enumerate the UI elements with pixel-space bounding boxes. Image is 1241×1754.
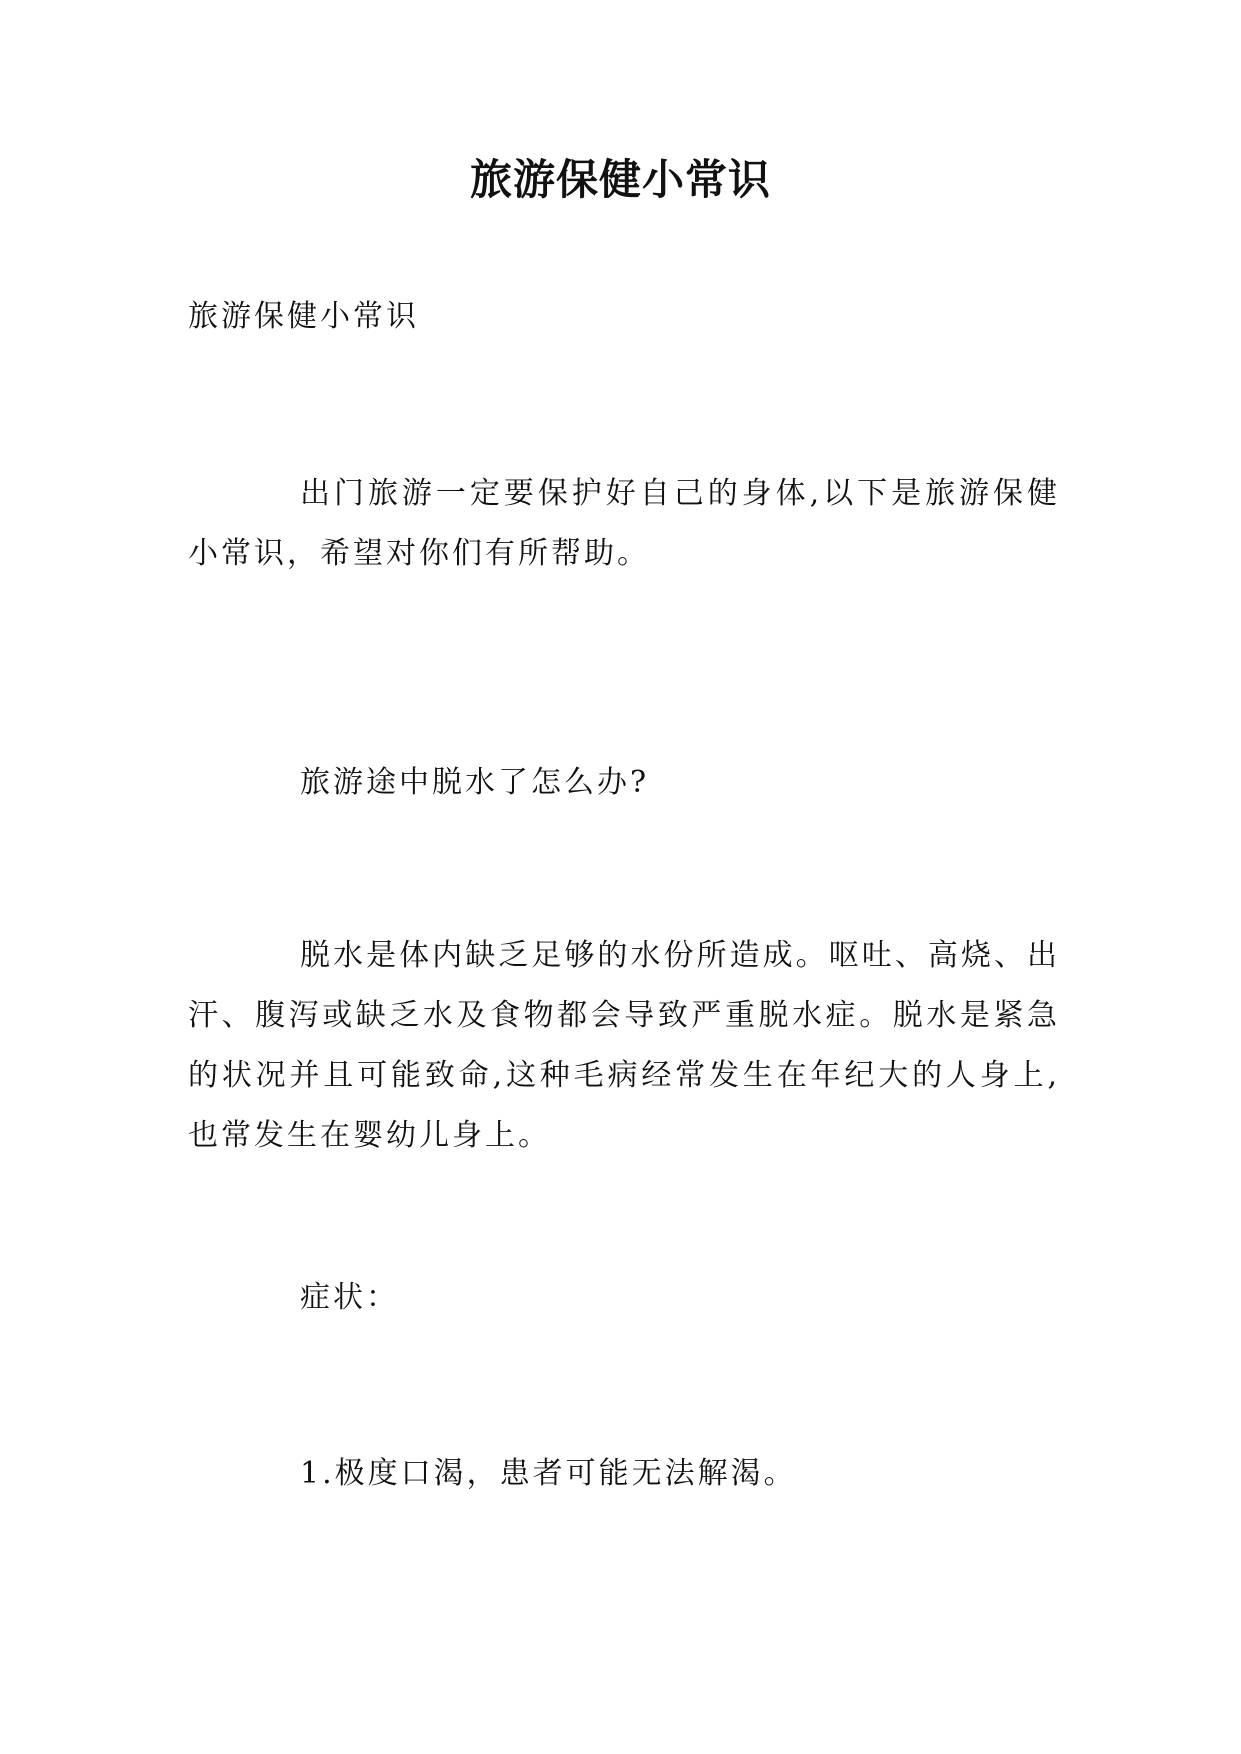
- document-subtitle: 旅游保健小常识: [188, 299, 419, 334]
- question-heading: 旅游途中脱水了怎么办?: [300, 765, 650, 800]
- intro-paragraph: 出门旅游一定要保护好自己的身体,以下是旅游保健小常识，希望对你们有所帮助。: [188, 476, 1060, 571]
- dehydration-paragraph: 脱水是体内缺乏足够的水份所造成。呕吐、高烧、出汗、腹泻或缺乏水及食物都会导致严重脱水症。脱水是紧急的状况并且可能致命,这种毛病经常发生在年纪大的人身上,也常发生在婴幼儿身上。: [188, 938, 1060, 1153]
- document-title: 旅游保健小常识: [469, 155, 771, 204]
- symptom-heading: 症状：: [300, 1280, 399, 1315]
- symptom-item-1: 1.极度口渴，患者可能无法解渴。: [300, 1456, 797, 1491]
